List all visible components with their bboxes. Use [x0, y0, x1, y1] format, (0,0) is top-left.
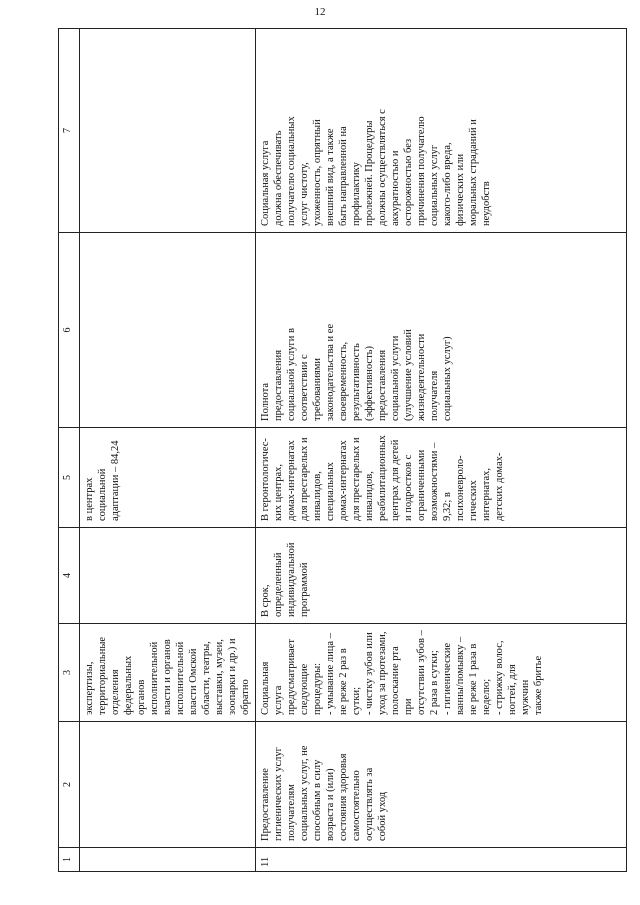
service-name-cell [80, 722, 256, 848]
column-header: 5 [59, 428, 80, 528]
service-name-cell [256, 722, 627, 848]
conditions-cell [256, 29, 627, 233]
table-header-row [59, 29, 80, 872]
service-term: В срок, определенный индивидуальной программой [260, 542, 310, 617]
service-term-cell [80, 528, 256, 624]
column-header: 4 [59, 528, 80, 624]
services-table [58, 28, 627, 872]
row-number-cell [80, 848, 256, 872]
service-description: Социальная услуга предусматривает следующие процедуры: - умывание лица – не реже 2 раз в сутки; - чистку зубов или уход за протезами, полоскание рта при отсутствии зубов – 2 раза в сутки; - гигиенические ванны/помывку – не реже 1 раза в неделю; - стрижку волос, ногтей, для мужчин также бритье [260, 630, 544, 715]
table-row [80, 29, 256, 872]
column-header: 6 [59, 233, 80, 428]
quality-indicators: Полнота предоставления социальной услуги в соответствии с требованиями законодательства и ее своевременность, результативность (эффективность) предоставления социальной услуги (улучшение условий жизнедеятельности получателя социальных услуг) [260, 323, 453, 421]
service-description-cell [80, 624, 256, 722]
tariff-cell [80, 428, 256, 528]
rotated-page [58, 29, 621, 872]
quality-indicators-cell [256, 233, 627, 428]
table-row [256, 29, 627, 872]
tariff-cell [256, 428, 627, 528]
column-header: 7 [59, 29, 80, 233]
row-number: 11 [260, 856, 271, 867]
page-number: 12 [314, 6, 326, 18]
row-number-cell [256, 848, 627, 872]
quality-indicators-cell [80, 233, 256, 428]
tariff-text: в центрах социальной адаптации – 84,24 [84, 440, 121, 521]
service-description-cell [256, 624, 627, 722]
column-header: 2 [59, 722, 80, 848]
service-name: Предоставление гигиенических услуг получателям социальных услуг, не способным в силу возраста и (или) состояния здоровья самостоятельно осуществлять за собой уход [260, 745, 388, 841]
tariff-text: В геронтологичес- ких центрах, домах-интернатах для престарелых и инвалидов, специальных домах-интернатах для престарелых и инвалидов, реабилитационных центрах для детей и подростков с ограниченными возможностями – 9,32; в психоневроло- гических интернатах, детских домах- [260, 435, 505, 521]
column-header: 3 [59, 624, 80, 722]
conditions-text: Социальная услуга должна обеспечивать получателю социальных услуг чистоту, ухоженность, опрятный внешний вид, а также быть направленной на профилактику пролежней. Процедуры должны осуществляться с аккуратностью и осторожностью без причинения получателю социальных услуг какого-либо вреда, физических или моральных страданий и неудобств [260, 109, 492, 226]
service-description: экспертизы, территориальные отделения федеральных органов исполнительной власти и органов исполнительной власти Омской области, театры, выставки, музеи, зоопарки и др.) и обратно [84, 636, 251, 715]
conditions-cell [80, 29, 256, 233]
service-term-cell [256, 528, 627, 624]
column-header: 1 [59, 848, 80, 872]
